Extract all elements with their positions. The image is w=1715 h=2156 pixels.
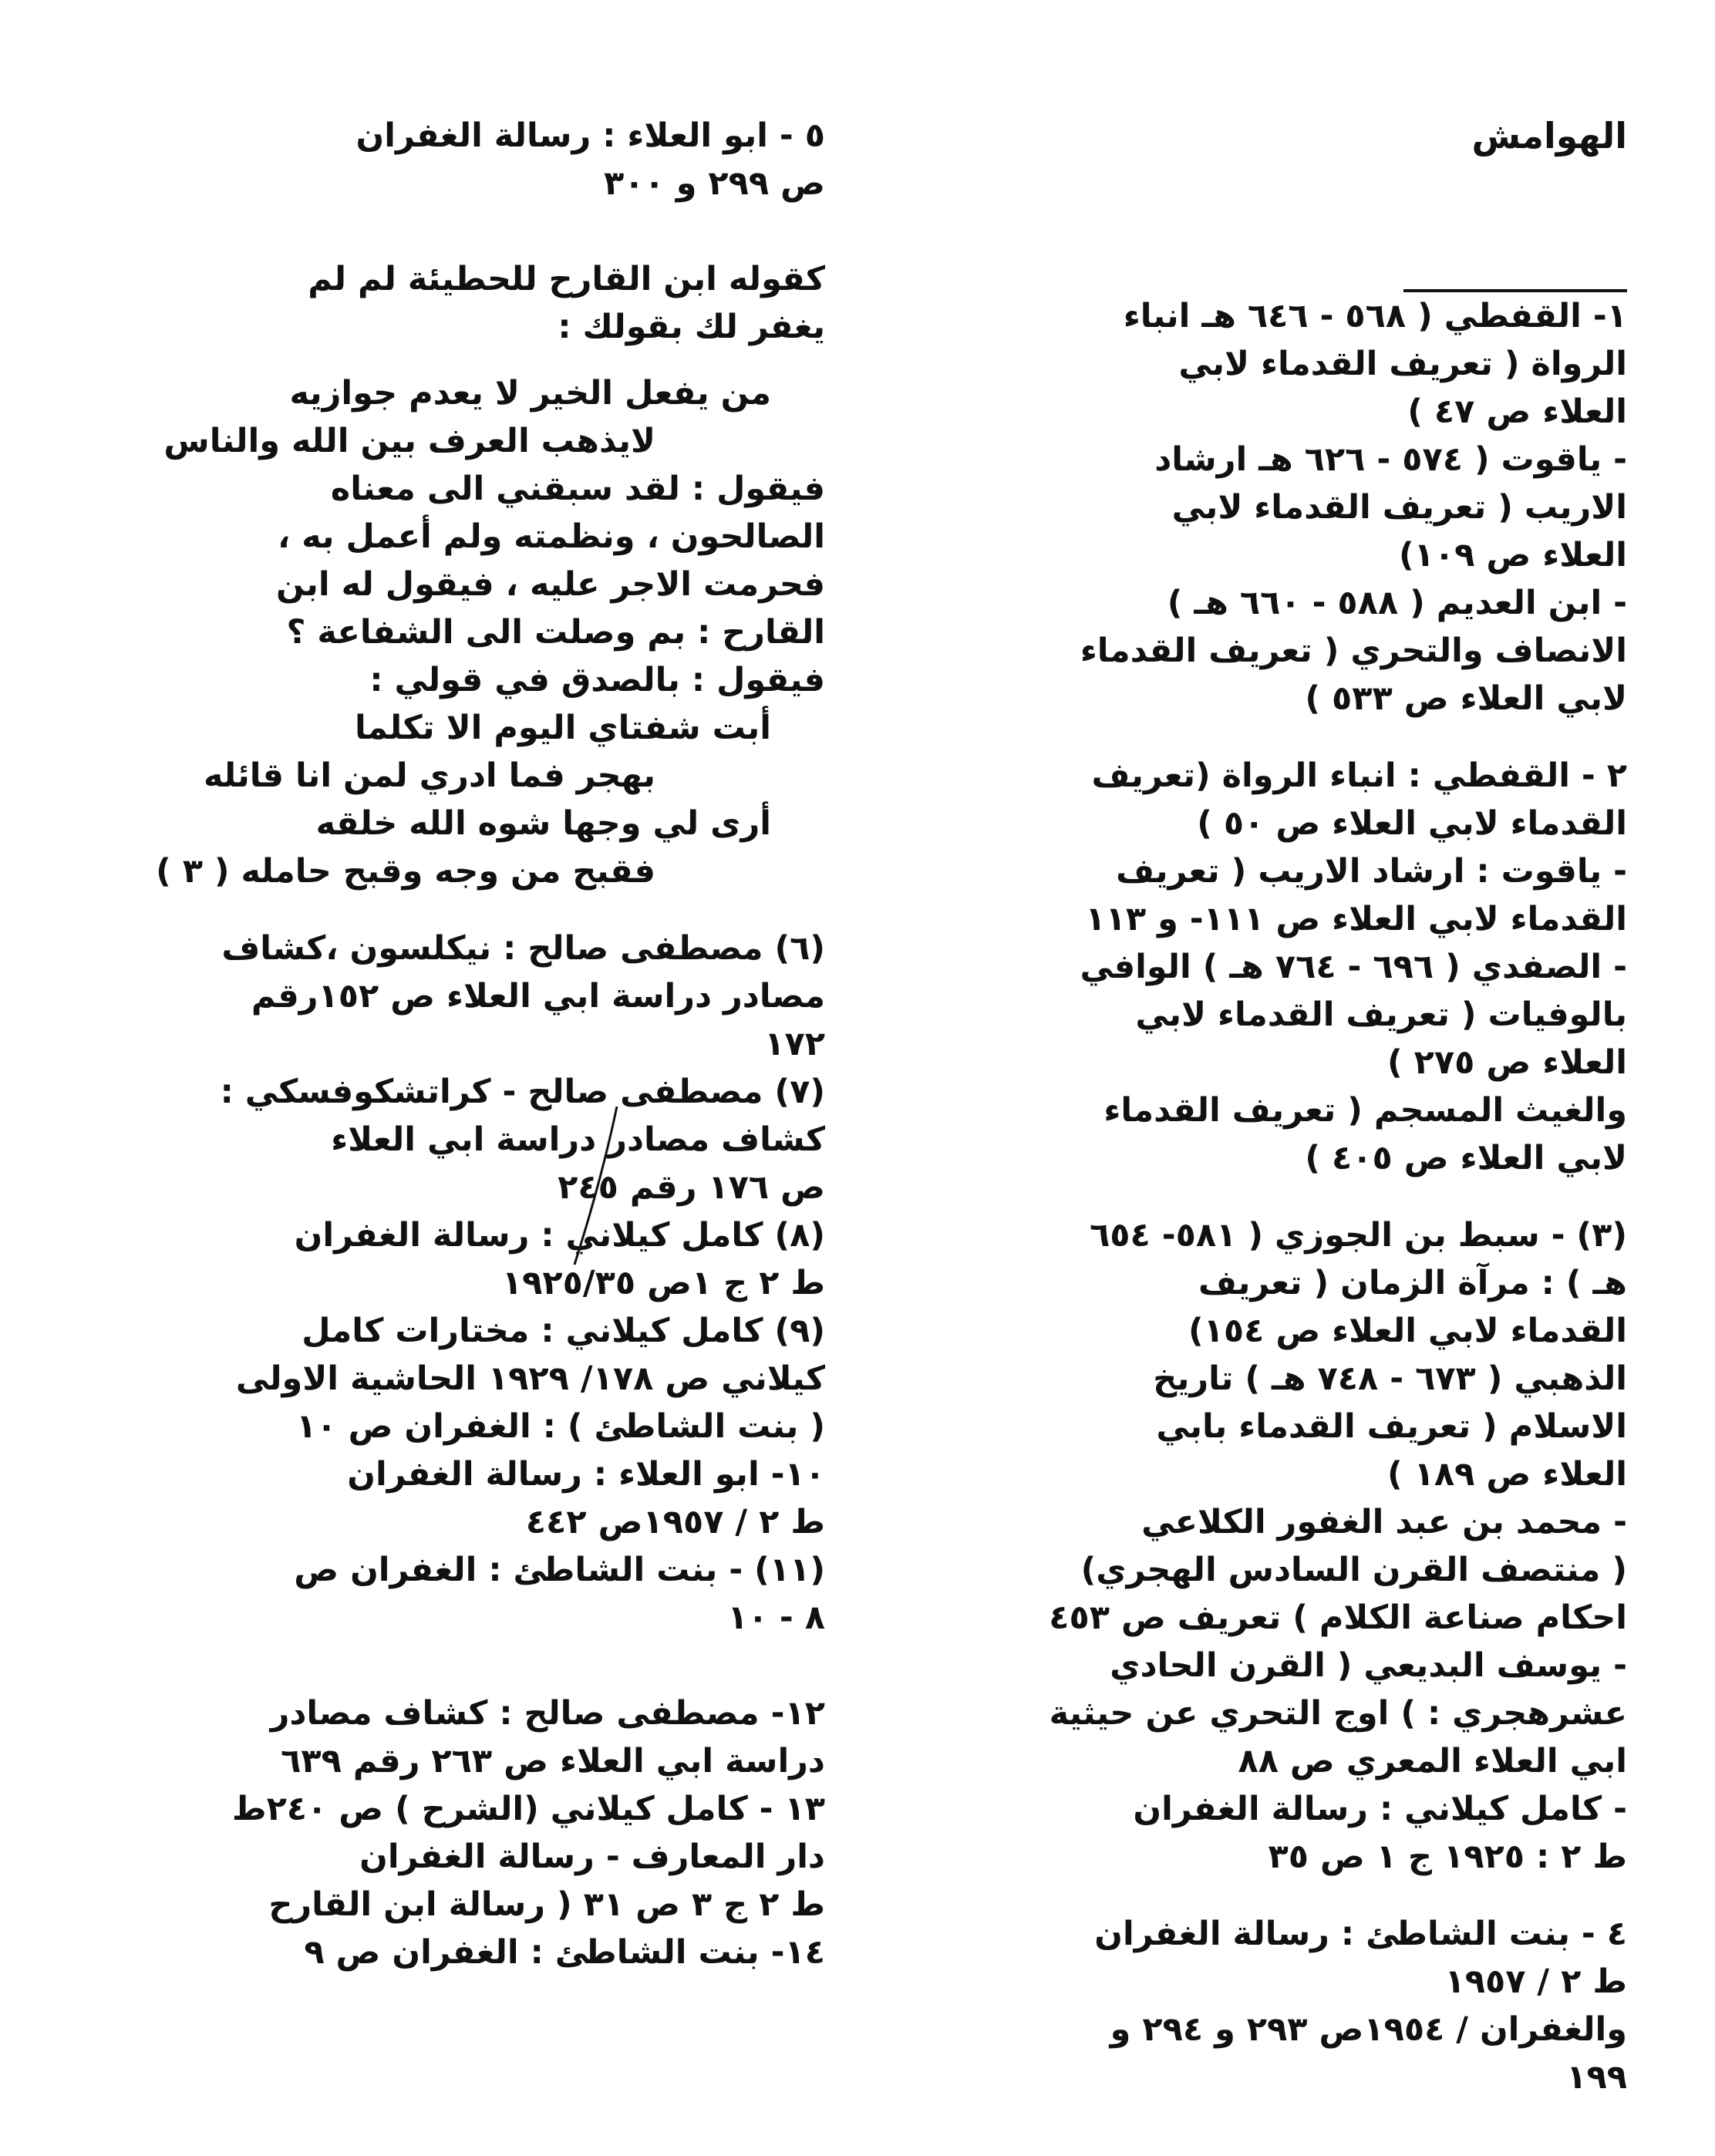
text-line: ط ٢ : ١٩٢٥ ج ١ ص ٣٥ bbox=[1268, 1838, 1627, 1876]
text-line: والغيث المسجم ( تعريف القدماء bbox=[1103, 1091, 1627, 1130]
text-line: لايذهب العرف بين الله والناس bbox=[163, 422, 655, 460]
text-line: أرى لي وجها شوه الله خلقه bbox=[315, 804, 771, 843]
text-line: والغفران / ١٩٥٤ص ٢٩٣ و ٢٩٤ و bbox=[1110, 2010, 1627, 2049]
text-line: فحرمت الاجر عليه ، فيقول له ابن bbox=[276, 565, 825, 604]
text-line: ١- القفطي ( ٥٦٨ - ٦٤٦ هـ انباء bbox=[1123, 297, 1627, 335]
text-line: ط ٢ / ١٩٥٧ص ٤٤٢ bbox=[525, 1503, 825, 1541]
text-line: (٨) كامل كيلاني : رسالة الغفران bbox=[294, 1216, 825, 1255]
text-line: الذهبي ( ٦٧٣ - ٧٤٨ هـ ) تاريخ bbox=[1153, 1359, 1627, 1398]
text-line: الاريب ( تعريف القدماء لابي bbox=[1171, 488, 1627, 527]
text-line: - يوسف البديعي ( القرن الحادي bbox=[1110, 1646, 1627, 1685]
text-line: - الصفدي ( ٦٩٦ - ٧٦٤ هـ ) الوافي bbox=[1080, 948, 1627, 986]
text-line: - ياقوت : ارشاد الاريب ( تعريف bbox=[1116, 852, 1627, 891]
text-line: الرواة ( تعريف القدماء لابي bbox=[1178, 345, 1627, 383]
text-line: احكام صناعة الكلام ) تعريف ص ٤٥٣ bbox=[1049, 1598, 1627, 1637]
text-line: كشاف مصادر دراسة ابي العلاء bbox=[331, 1120, 825, 1159]
text-line: الاسلام ( تعريف القدماء بابي bbox=[1156, 1407, 1627, 1446]
text-line: ١٠- ابو العلاء : رسالة الغفران bbox=[347, 1455, 825, 1494]
text-line: ط ٢ / ١٩٥٧ bbox=[1444, 1962, 1627, 2001]
text-line: بهجر فما ادري لمن انا قائله bbox=[203, 756, 655, 795]
text-line: فقبح من وجه وقبح حامله ( ٣ ) bbox=[156, 852, 655, 891]
text-line: - ابن العديم ( ٥٨٨ - ٦٦٠ هـ ) bbox=[1167, 584, 1627, 622]
text-line: ٨ - ١٠ bbox=[727, 1598, 825, 1637]
text-line: أبت شفتاي اليوم الا تكلما bbox=[355, 709, 771, 747]
text-line: القدماء لابي العلاء ص ٥٠ ) bbox=[1197, 804, 1627, 843]
text-line: كقوله ابن القارح للحطيئة لم لم bbox=[308, 260, 825, 298]
text-line: الانصاف والتحري ( تعريف القدماء bbox=[1080, 632, 1627, 670]
text-line: ص ٢٩٩ و ٣٠٠ bbox=[604, 164, 825, 203]
text-line: ( منتصف القرن السادس الهجري) bbox=[1080, 1551, 1627, 1589]
text-line: بالوفيات ( تعريف القدماء لابي bbox=[1135, 995, 1627, 1034]
text-line: فيقول : بالصدق في قولي : bbox=[369, 661, 825, 699]
text-line: لابي العلاء ص ٥٣٣ ) bbox=[1305, 679, 1627, 718]
text-line: مصادر دراسة ابي العلاء ص ١٥٢رقم bbox=[251, 977, 825, 1016]
text-line: ص ١٧٦ رقم ٢٤٥ bbox=[558, 1168, 825, 1207]
text-line: ط ٢ ج ١ص ١٩٢٥/٣٥ bbox=[501, 1264, 825, 1302]
text-line: العلاء ص ٢٧٥ ) bbox=[1387, 1043, 1627, 1082]
text-line: (٣) - سبط بن الجوزي ( ٥٨١- ٦٥٤ bbox=[1090, 1216, 1627, 1255]
text-line: يغفر لك بقولك : bbox=[558, 308, 825, 346]
text-line: ١٩٩ bbox=[1566, 2058, 1627, 2097]
text-line: دراسة ابي العلاء ص ٢٦٣ رقم ٦٣٩ bbox=[281, 1742, 825, 1780]
text-line: - ياقوت ( ٥٧٤ - ٦٢٦ هـ ارشاد bbox=[1154, 440, 1627, 479]
text-line: لابي العلاء ص ٤٠٥ ) bbox=[1305, 1139, 1627, 1177]
text-line: ٢ - القفطي : انباء الرواة (تعريف bbox=[1091, 756, 1627, 795]
text-line: القدماء لابي العلاء ص ١٥٤) bbox=[1188, 1312, 1627, 1350]
text-line: (١١) - بنت الشاطئ : الغفران ص bbox=[294, 1551, 825, 1589]
text-line: (٩) كامل كيلاني : مختارات كامل bbox=[302, 1312, 825, 1350]
text-line: القدماء لابي العلاء ص ١١١- و ١١٣ bbox=[1085, 900, 1627, 938]
page-heading: الهوامش bbox=[1471, 115, 1627, 157]
text-line: ٤ - بنت الشاطئ : رسالة الغفران bbox=[1094, 1915, 1627, 1953]
text-line: ٥ - ابو العلاء : رسالة الغفران bbox=[355, 116, 825, 155]
text-line: القارح : بم وصلت الى الشفاعة ؟ bbox=[286, 613, 825, 652]
text-line: العلاء ص ١٠٩) bbox=[1399, 536, 1627, 574]
text-line: من يفعل الخير لا يعدم جوازيه bbox=[289, 374, 771, 413]
text-line: ( بنت الشاطئ ) : الغفران ص ١٠ bbox=[296, 1407, 825, 1446]
text-line: فيقول : لقد سبقني الى معناه bbox=[330, 470, 825, 508]
text-line: ١٧٢ bbox=[764, 1025, 825, 1063]
text-line: عشرهجري : ) اوج التحري عن حيثية bbox=[1049, 1694, 1627, 1733]
text-line: - محمد بن عبد الغفور الكلاعي bbox=[1141, 1503, 1627, 1541]
text-line: ١٣ - كامل كيلاني (الشرح ) ص ٢٤٠ط bbox=[231, 1790, 825, 1828]
text-line: العلاء ص ١٨٩ ) bbox=[1387, 1455, 1627, 1494]
text-line: (٦) مصطفى صالح : نيكلسون ،كشاف bbox=[221, 929, 825, 968]
text-line: الصالحون ، ونظمته ولم أعمل به ، bbox=[277, 517, 825, 556]
text-line: هـ ) : مرآة الزمان ( تعريف bbox=[1198, 1264, 1627, 1302]
text-line: ابي العلاء المعري ص ٨٨ bbox=[1238, 1742, 1627, 1780]
text-line: (٧) مصطفى صالح - كراتشكوفسكي : bbox=[220, 1073, 825, 1111]
text-line: - كامل كيلاني : رسالة الغفران bbox=[1133, 1790, 1627, 1828]
text-line: ١٤- بنت الشاطئ : الغفران ص ٩ bbox=[304, 1933, 825, 1972]
text-line: ١٢- مصطفى صالح : كشاف مصادر bbox=[270, 1694, 825, 1733]
text-line: ط ٢ ج ٣ ص ٣١ ( رسالة ابن القارح bbox=[268, 1885, 825, 1924]
text-line: كيلاني ص ١٧٨/ ١٩٢٩ الحاشية الاولى bbox=[235, 1359, 825, 1398]
text-line: دار المعارف - رسالة الغفران bbox=[359, 1838, 825, 1876]
text-line: العلاء ص ٤٧ ) bbox=[1407, 392, 1627, 431]
